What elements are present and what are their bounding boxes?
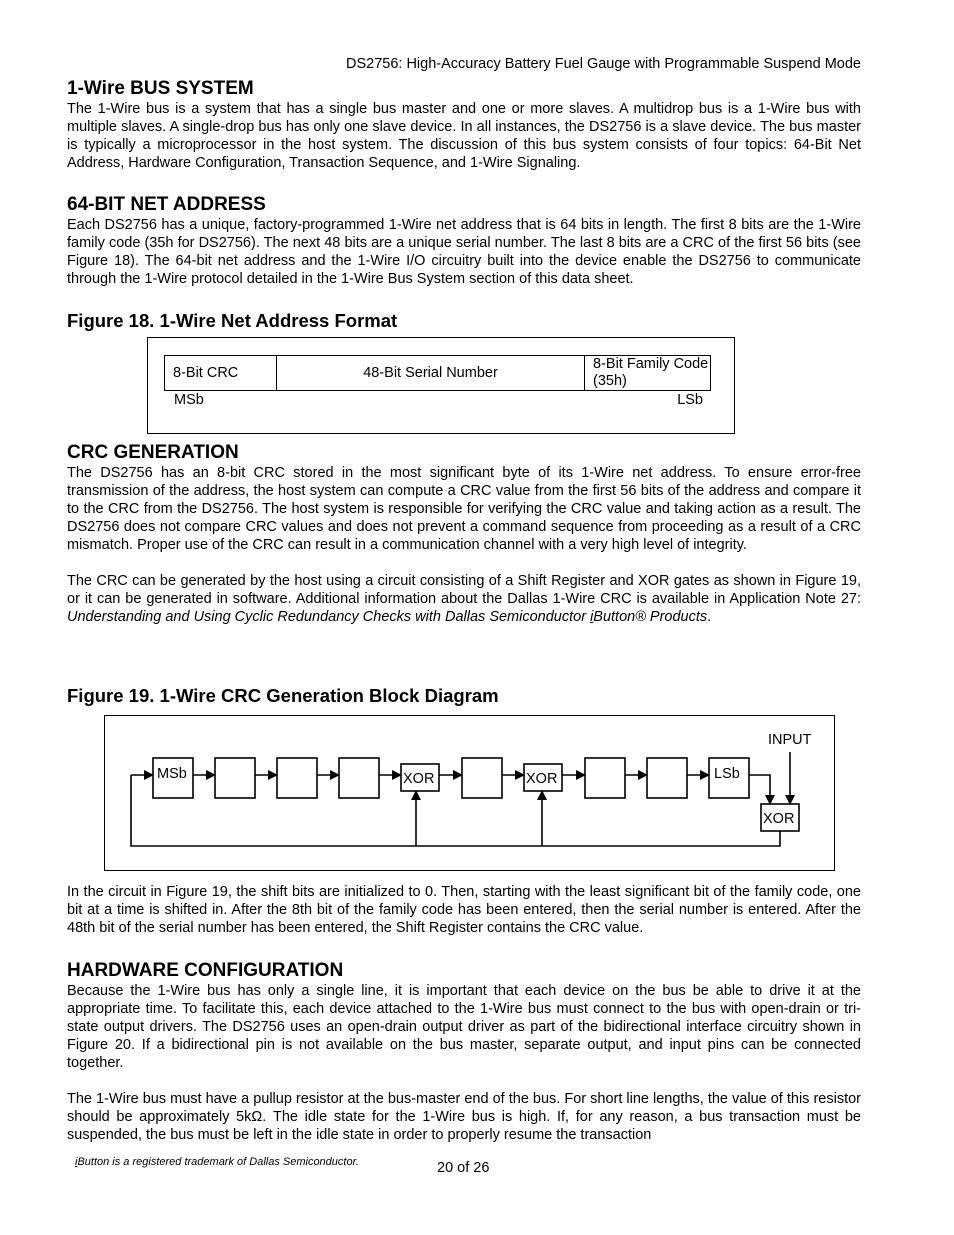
page-header: DS2756: High-Accuracy Battery Fuel Gauge with Programmable Suspend Mode (345, 56, 861, 72)
crc-2-italic-a: Understanding and Using Cyclic Redundancy Checks with Dallas Semiconductor (67, 609, 591, 625)
paragraph-crc-2 (67, 572, 861, 626)
diagram-input-label: INPUT (768, 732, 812, 748)
paragraph-hardware-2: The 1-Wire bus must have a pullup resistor at the bus-master end of the bus. For short line lengths, the value of this resistor should be approximately 5kΩ. The idle state for the 1-Wire bus is high. If, for any reason, a bus transaction must be suspended, the bus must be left in the idle state in order to properly resume the transaction (67, 1091, 861, 1143)
crc-2-i: i (590, 609, 594, 625)
figure19-caption-block (67, 685, 861, 707)
diagram-msb-label: MSb (157, 766, 187, 782)
figure19-crc-block-diagram (104, 715, 835, 871)
page-number: 20 of 26 (437, 1160, 490, 1176)
family-code-cell: 8-Bit Family Code (35h) (593, 356, 709, 389)
section-crc (67, 442, 861, 626)
msb-label: MSb (174, 392, 204, 408)
paragraph-crc-1: The DS2756 has an 8-bit CRC stored in the most significant byte of its 1-Wire net address. To ensure error-free transmission of the address, the host system can compute a CRC value from the first 56 bits of the address and compare it to the CRC from the DS2756. The host system is responsible for verifying the CRC value and taking action as a result. The DS2756 does not compare CRC values and does not prevent a command sequence from proceeding as a result of a CRC mismatch. Proper use of the CRC can result in a communication channel with a very high level of integrity. (67, 465, 861, 553)
diagram-xor-2: XOR (526, 771, 558, 787)
footer-i: i (75, 1156, 78, 1168)
footer-trademark-note (75, 1156, 359, 1168)
serial-number-cell: 48-Bit Serial Number (277, 356, 585, 390)
section-after-fig19 (67, 883, 861, 937)
crc-cell: 8-Bit CRC (165, 356, 277, 390)
section-bus-system (67, 78, 861, 172)
section-title-bus-system: 1-Wire BUS SYSTEM (67, 78, 254, 99)
crc-2-text: The CRC can be generated by the host using a circuit consisting of a Shift Register and XOR gates as shown in Figure 19, or it can be generated in software. Additional information about the Dallas 1-Wire CRC is available in Application Note 27: (67, 573, 861, 607)
crc-2-end: . (707, 609, 712, 625)
figure18-caption: Figure 18. 1-Wire Net Address Format (67, 310, 398, 331)
section-net-address (67, 194, 861, 288)
figure19-caption: Figure 19. 1-Wire CRC Generation Block Diagram (67, 685, 499, 706)
paragraph-hardware-1: Because the 1-Wire bus has only a single line, it is important that each device on the bus be able to drive it at the appropriate time. To facilitate this, each device attached to the 1-Wire bus must connect to the bus with open-drain or tri-state output drivers. The DS2756 uses an open-drain output driver as part of the bidirectional interface circuitry shown in Figure 20. If a bidirectional pin is not available on the bus master, separate output, and input pins can be connected together. (67, 983, 861, 1071)
figure18-net-address-format (147, 337, 735, 434)
paragraph-bus-system: The 1-Wire bus is a system that has a single bus master and one or more slaves. A multidrop bus is a 1-Wire bus with multiple slaves. A single-drop bus has only one slave device. In all instances, the DS2756 is a slave device. The bus master is typically a microprocessor in the host system. The discussion of this bus system consists of four topics: 64-Bit Net Address, Hardware Configuration, Transaction Sequence, and 1-Wire Signaling. (67, 101, 861, 171)
box-4 (339, 758, 379, 798)
box-7 (647, 758, 687, 798)
box-3 (277, 758, 317, 798)
section-title-crc: CRC GENERATION (67, 442, 239, 463)
net-address-row (164, 355, 711, 391)
box-6 (585, 758, 625, 798)
paragraph-after-fig19: In the circuit in Figure 19, the shift bits are initialized to 0. Then, starting with the least significant bit of the family code, one bit at a time is shifted in. After the 8th bit of the family code has been entered, then the serial number is entered. After the 48th bit of the serial number has been entered, the Shift Register contains the CRC value. (67, 884, 861, 936)
section-hardware (67, 960, 861, 1144)
footer-note-text: Button is a registered trademark of Dallas Semiconductor. (77, 1156, 359, 1168)
lsb-label: LSb (677, 392, 703, 408)
diagram-lsb-label: LSb (714, 766, 740, 782)
box-2 (215, 758, 255, 798)
box-5 (462, 758, 502, 798)
section-title-hardware: HARDWARE CONFIGURATION (67, 960, 344, 981)
crc-2-italic-b: Button® Products (593, 609, 708, 625)
figure18-caption-block (67, 310, 861, 332)
section-title-net-address: 64-BIT NET ADDRESS (67, 194, 266, 215)
diagram-xor-1: XOR (403, 771, 435, 787)
paragraph-net-address: Each DS2756 has a unique, factory-programmed 1-Wire net address that is 64 bits in length. The first 8 bits are the 1-Wire family code (35h for DS2756). The next 48 bits are a unique serial number. The last 8 bits are a CRC of the first 56 bits (see Figure 18). The 64-bit net address and the 1-Wire I/O circuitry built into the device enable the DS2756 to communicate through the 1-Wire protocol detailed in the 1-Wire Bus System section of this data sheet. (67, 217, 861, 287)
crc-diagram-svg (105, 716, 836, 872)
diagram-xor-3: XOR (763, 811, 795, 827)
